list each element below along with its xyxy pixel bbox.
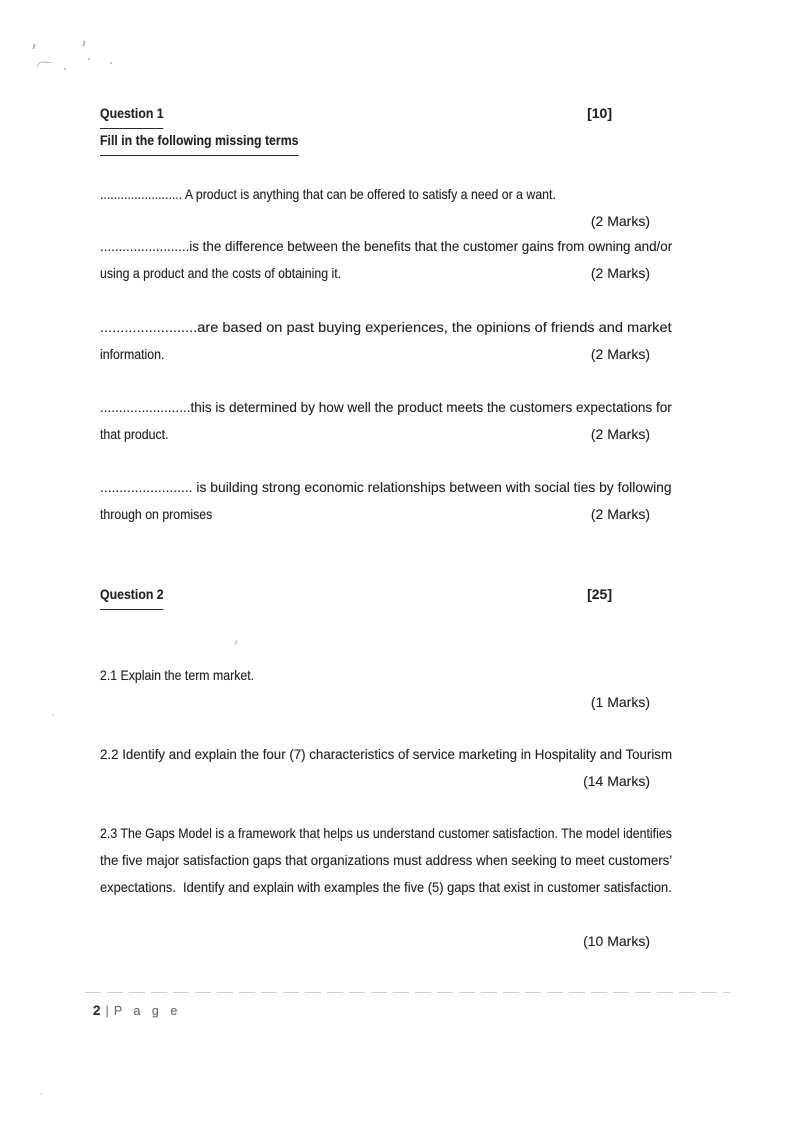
q1-item-3-text-line1: ........................are based on past buying experiences, the opinions of friends and market [100,319,672,335]
q1-item-3-text-line2: information. [100,346,165,362]
footer-separator: | [105,1003,109,1018]
q1-item-2 [100,233,672,287]
q2-item-2-3-marks: (10 Marks) [583,933,650,949]
q1-item-4-text-line2: that product. [100,426,169,442]
q1-item-5-marks: (2 Marks) [590,506,650,522]
q1-item-2-text-line1: ........................is the difference between the benefits that the customer gains from owning and/or [100,238,673,254]
q1-item-1-marks: (2 Marks) [590,213,650,229]
scan-mark [234,640,237,645]
scan-mark [88,58,90,60]
question2-title: Question 2 [100,581,164,610]
footer-divider [85,992,730,993]
q2-item-2-3 [100,820,672,955]
q1-item-5-text-line2: through on promises [100,506,213,522]
q2-item-2-3-text-line2: the five major satisfaction gaps that organizations must address when seeking to meet customers’ [100,852,673,868]
q1-item-2-text-line2: using a product and the costs of obtaining it. [100,265,342,281]
q1-item-5 [100,474,672,528]
q2-item-2-2-text: 2.2 Identify and explain the four (7) characteristics of service marketing in Hospitality and Tourism [100,746,673,762]
scan-mark [32,44,35,49]
scan-mark [110,62,112,64]
question1-header [100,100,672,127]
question1-subtitle-row [100,127,672,154]
q1-item-4 [100,394,672,448]
question1-title: Question 1 [100,100,164,129]
q1-item-1 [100,181,672,235]
scan-mark [64,68,66,70]
page-footer [93,999,181,1021]
q1-item-3 [100,314,672,368]
q2-item-2-3-text-line3: expectations. Identify and explain with examples the five (5) gaps that exist in customer satisfaction. [100,879,672,895]
q2-item-2-3-text-line1: 2.3 The Gaps Model is a framework that helps us understand customer satisfaction. The model identifies [100,825,672,841]
q2-item-2-1-text: 2.1 Explain the term market. [100,667,255,683]
question1-total-marks: [10] [587,105,612,121]
q1-item-5-text-line1: ........................ is building strong economic relationships between with social ties by following [100,479,672,495]
scan-mark [82,41,85,46]
q2-item-2-2 [100,741,672,795]
page-number: 2 [93,1003,101,1018]
q1-item-4-marks: (2 Marks) [590,426,650,442]
pencil-squiggle [36,58,52,70]
q1-item-4-text-line1: ........................this is determined by how well the product meets the customers expectations for [100,399,672,415]
q1-item-3-marks: (2 Marks) [590,346,650,362]
question2-total-marks: [25] [587,586,612,602]
q2-item-2-1-marks: (1 Marks) [590,694,650,710]
q2-item-2-1 [100,662,672,716]
page-word: P a g e [113,1004,182,1018]
question1-subtitle: Fill in the following missing terms [100,127,299,156]
q1-item-2-marks: (2 Marks) [590,265,650,281]
scan-mark [52,714,54,716]
scan-mark [40,1093,42,1095]
q1-item-1-text: ........................ A product is anything that can be offered to satisfy a need or a want. [100,186,556,202]
q2-item-2-2-marks: (14 Marks) [583,773,650,789]
question2-header [100,581,672,608]
